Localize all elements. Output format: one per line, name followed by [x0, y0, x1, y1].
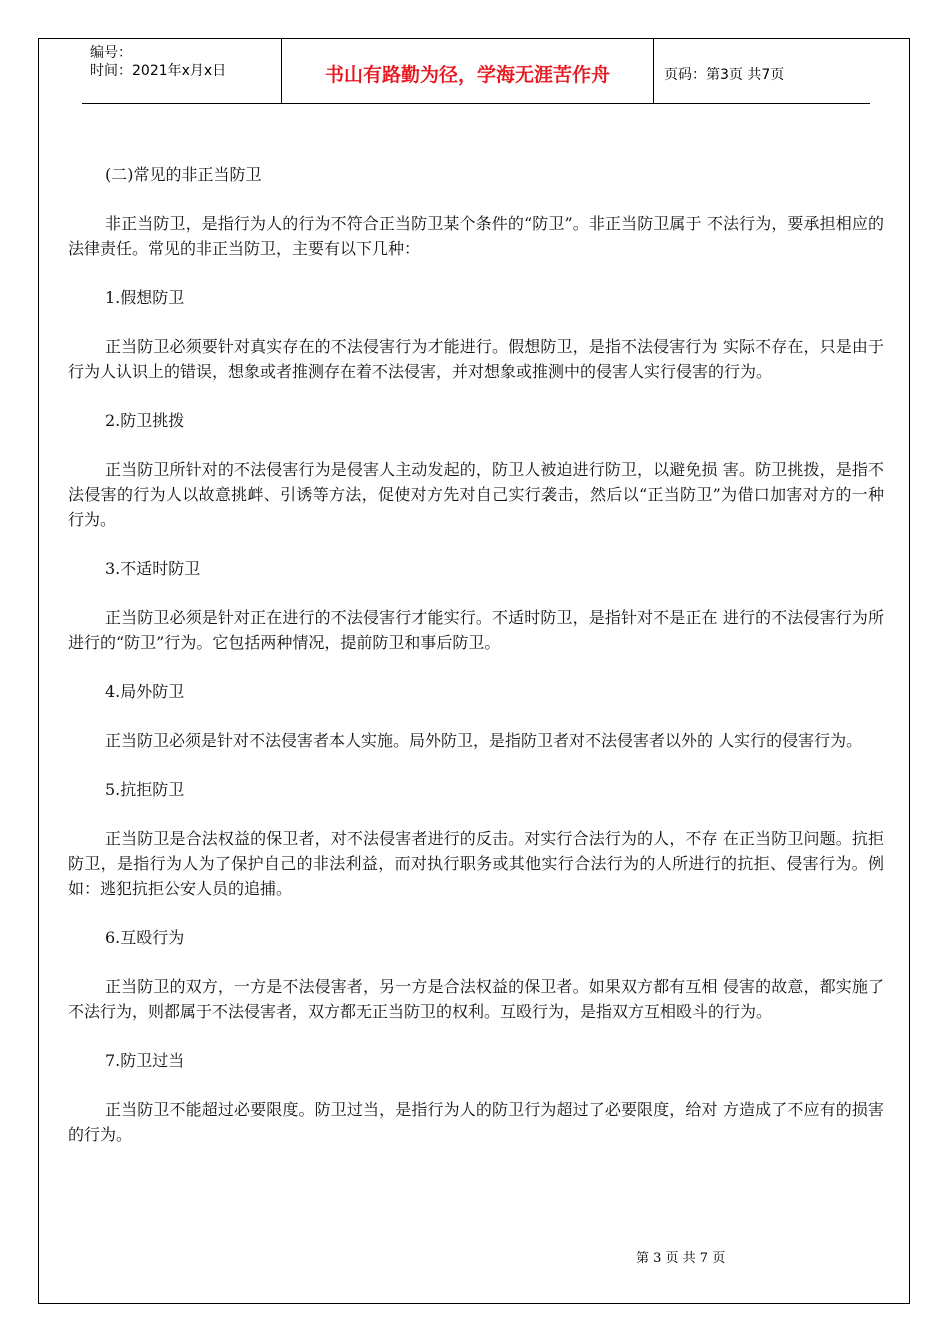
item-title: 6.互殴行为	[105, 928, 185, 947]
item-paragraph: 正当防卫必须是针对不法侵害者本人实施。局外防卫，是指防卫者对不法侵害者以外的 人实行的侵害行为。	[105, 731, 863, 750]
item-title: 2.防卫挑拨	[105, 411, 185, 430]
document-body	[68, 162, 884, 1171]
time-label: 时间：2021年x月x日	[90, 63, 227, 79]
motto-text: 书山有路勤为径，学海无涯苦作舟	[324, 64, 610, 86]
number-label: 编号：	[90, 45, 132, 61]
item-paragraph: 正当防卫的双方，一方是不法侵害者，另一方是合法权益的保卫者。如果双方都有互相 侵害的故意，都实施了不法行为，则都属于不法侵害者，双方都无正当防卫的权利。互殴行为，是指双方互相殴斗的行为。	[68, 977, 884, 1021]
page-footer: 第 3 页 共 7 页	[636, 1251, 726, 1266]
page-code: 页码：第3页 共7页	[664, 67, 785, 83]
item-paragraph: 正当防卫必须要针对真实存在的不法侵害行为才能进行。假想防卫，是指不法侵害行为 实际不存在，只是由于行为人认识上的错误，想象或者推测存在着不法侵害，并对想象或推测中的侵害人实行侵害的行为。	[68, 337, 884, 381]
item-title: 5.抗拒防卫	[105, 780, 185, 799]
page-header	[82, 38, 870, 104]
header-motto-cell	[282, 38, 654, 103]
item-title: 4.局外防卫	[105, 682, 185, 701]
header-info-cell	[82, 38, 282, 103]
item-paragraph: 正当防卫是合法权益的保卫者，对不法侵害者进行的反击。对实行合法行为的人，不存 在正当防卫问题。抗拒防卫，是指行为人为了保护自己的非法利益，而对执行职务或其他实行合法行为的人所进行的抗拒、侵害行为。例如：逃犯抗拒公安人员的追捕。	[68, 829, 884, 898]
item-title: 7.防卫过当	[105, 1051, 185, 1070]
item-paragraph: 正当防卫所针对的不法侵害行为是侵害人主动发起的，防卫人被迫进行防卫，以避免损 害。防卫挑拨，是指不法侵害的行为人以故意挑衅、引诱等方法，促使对方先对自己实行袭击，然后以“正当防卫”为借口加害对方的一种行为。	[68, 460, 884, 529]
section-title: (二)常见的非正当防卫	[105, 165, 262, 184]
item-paragraph: 正当防卫不能超过必要限度。防卫过当，是指行为人的防卫行为超过了必要限度，给对 方造成了不应有的损害的行为。	[68, 1100, 884, 1144]
header-page-cell	[654, 38, 870, 103]
item-paragraph: 正当防卫必须是针对正在进行的不法侵害行才能实行。不适时防卫，是指针对不是正在 进行的不法侵害行为所进行的“防卫”行为。它包括两种情况，提前防卫和事后防卫。	[68, 608, 884, 652]
item-title: 3.不适时防卫	[105, 559, 201, 578]
intro-paragraph: 非正当防卫，是指行为人的行为不符合正当防卫某个条件的“防卫”。非正当防卫属于 不法行为，要承担相应的法律责任。常见的非正当防卫，主要有以下几种：	[68, 214, 884, 258]
item-title: 1.假想防卫	[105, 288, 185, 307]
